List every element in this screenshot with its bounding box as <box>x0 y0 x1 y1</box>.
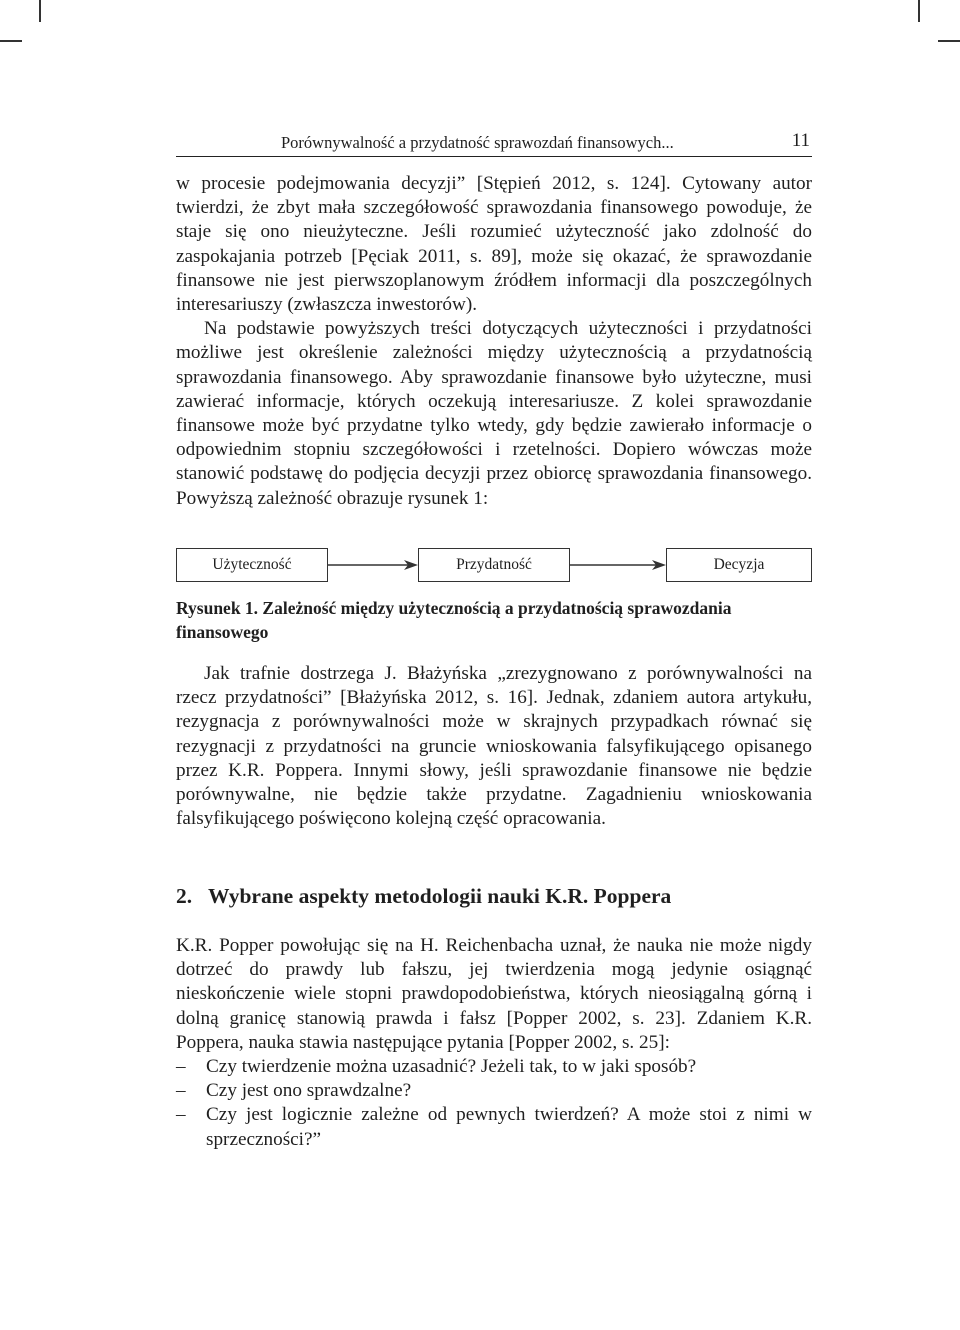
page-number: 11 <box>791 130 810 151</box>
crop-mark-left <box>0 40 22 42</box>
paragraph-1: w procesie podejmowania decyzji” [Stępień 2012, s. 124]. Cytowany autor twierdzi, że zbyt mała szczegółowość sprawozdania finansowego powoduje, że staje się ono nieużyteczne. Jeśli rozumieć użyteczność jako zdolność do zaspokajania potrzeb [Pęciak 2011, s. 89], może się okazać, że sprawozdanie finansowe nie jest pierwszoplanowym źródłem informacji dla poszczególnych interesariuszy (zwłaszcza inwestorów). <box>176 173 812 316</box>
body-text-bottom <box>176 934 812 1152</box>
section-title: Wybrane aspekty metodologii nauki K.R. Poppera <box>208 884 672 908</box>
running-header <box>176 130 812 157</box>
list-item <box>176 1103 812 1151</box>
diagram-box-decyzja: Decyzja <box>666 548 812 582</box>
dash-bullet: – <box>176 1104 186 1126</box>
figure-caption: Rysunek 1. Zależność między użytecznością a przydatnością sprawozdania finansowego <box>176 598 732 642</box>
paragraph-2: Na podstawie powyższych treści dotyczących użyteczności i przydatności możliwe jest określenie zależności między użytecznością a przydatnością sprawozdania finansowego. Aby sprawozdanie finansowe było użyteczne, musi zawierać informacje, których oczekują interesariusze. Z kolei sprawozdanie finansowe może być przydatne tylko wtedy, gdy będzie zawierało informacje o odpowiednim stopniu szczegółowości i rzetelności. Dopiero wówczas może stanowić podstawę do podjęcia decyzji przez obiorcę sprawozdania finansowego. Powyższą zależność obrazuje rysunek 1: <box>176 318 812 509</box>
crop-mark-top-left <box>39 0 41 22</box>
diagram-box-przydatnosc: Przydatność <box>418 548 570 582</box>
diagram-box-uzytecznosc: Użyteczność <box>176 548 328 582</box>
section-heading <box>176 884 671 909</box>
list-item <box>176 1079 812 1103</box>
arrow-1-icon <box>328 560 418 570</box>
dash-bullet: – <box>176 1056 186 1078</box>
body-text-top <box>176 172 812 511</box>
running-title: Porównywalność a przydatność sprawozdań finansowych... <box>281 133 674 152</box>
paragraph-3: Jak trafnie dostrzega J. Błażyńska „zrezygnowano z porównywalności na rzecz przydatności” [Błażyńska 2012, s. 16]. Jednak, zdaniem autora artykułu, rezygnacja z porównywalności może w skrajnych przypadkach równać się rezygnacji z przydatności na gruncie wnioskowania falsyfikującego opisanego przez K.R. Poppera. Innymi słowy, jeśli sprawozdanie finansowe nie będzie porównywalne, nie będzie także przydatne. Zagadnieniu wnioskowania falsyfikującego poświęcono kolejną część opracowania. <box>176 663 812 830</box>
dash-bullet: – <box>176 1080 186 1102</box>
figure-1-diagram <box>176 548 812 584</box>
diagram-arrows <box>176 548 812 584</box>
list-item <box>176 1055 812 1079</box>
body-text-middle <box>176 662 812 831</box>
crop-mark-top-right <box>918 0 920 22</box>
question-2: Czy jest ono sprawdzalne? <box>206 1080 412 1102</box>
question-1: Czy twierdzenie można uzasadnić? Jeżeli tak, to w jaki sposób? <box>206 1056 697 1078</box>
crop-mark-right <box>938 40 960 42</box>
question-3: Czy jest logicznie zależne od pewnych twierdzeń? A może stoi z nimi w sprzeczności?” <box>206 1104 812 1150</box>
paragraph-4: K.R. Popper powołując się na H. Reichenbacha uznał, że nauka nie może nigdy dotrzeć do prawdy lub fałszu, jej twierdzenia mogą jedynie osiągnąć nieskończenie wiele stopni prawdopodobieństwa, których nieosiągalną górną i dolną granicę stanowią prawda i fałsz [Popper 2002, s. 23]. Zdaniem K.R. Poppera, nauka stawia następujące pytania [Popper 2002, s. 25]: <box>176 935 812 1053</box>
section-number: 2. <box>176 884 193 908</box>
arrow-2-icon <box>570 560 666 570</box>
